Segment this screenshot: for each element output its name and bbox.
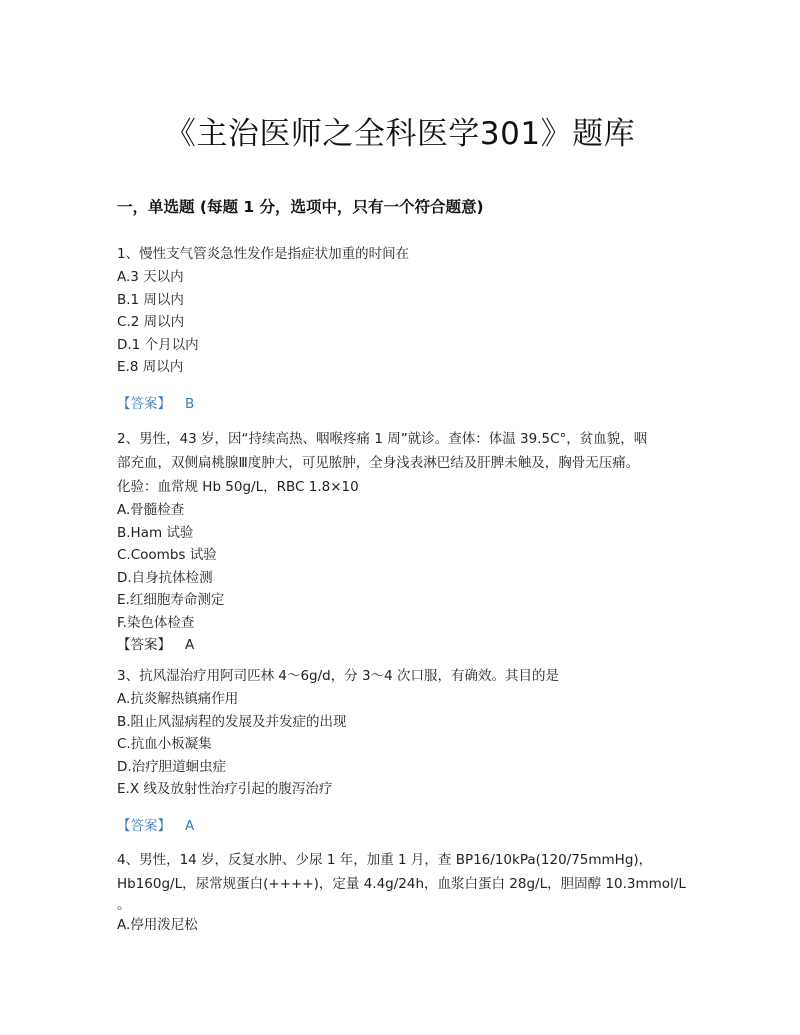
option-d: D.自身抗体检测 [117,569,213,586]
option-a: A.停用泼尼松 [117,917,198,933]
option-b: B.1 周以内 [117,291,184,308]
option-d: D.1 个月以内 [117,336,199,353]
question-stem-line: 。 [117,897,131,913]
option-c: C.抗血小板凝集 [117,736,212,752]
document-title: 《主治医师之全科医学301》题库 [164,116,636,152]
answer-line [117,634,692,657]
question-stem-line: 化验：血常规 Hb 50g/L，RBC 1.8×10 [117,479,359,495]
option-e: E.X 线及放射性治疗引起的腹泻治疗 [117,781,333,797]
question-stem-line: 4、男性，14 岁，反复水肿、少尿 1 年，加重 1 月，查 BP16/10kPa(120/75mmHg)， [117,852,653,868]
answer-label: 【答案】 [117,637,171,653]
section-heading: 一，单选题 (每题 1 分，选项中，只有一个符合题意) [117,198,484,216]
question-stem: 1、慢性支气管炎急性发作是指症状加重的时间在 [117,246,410,262]
option-e: E.红细胞寿命测定 [117,592,225,608]
option-c: C.Coombs 试验 [117,547,217,563]
question-stem-line: 2、男性，43 岁，因“持续高热、咽喉疼痛 1 周”就诊。查体：体温 39.5C°，贫血貌，咽 [117,431,648,447]
option-d: D.治疗胆道蛔虫症 [117,758,227,775]
option-a: A.抗炎解热镇痛作用 [117,691,239,707]
answer-line [117,815,692,838]
option-a: A.3 天以内 [117,269,184,285]
question-4 [117,848,692,937]
option-b: B.Ham 试验 [117,524,194,541]
answer-value: B [185,395,195,412]
question-stem: 3、抗风湿治疗用阿司匹林 4～6g/d，分 3～4 次口服，有确效。其目的是 [117,668,560,684]
option-f: F.染色体检查 [117,614,195,631]
answer-value: A [185,637,195,653]
option-a: A.骨髓检查 [117,502,185,518]
option-b: B.阻止风湿病程的发展及并发症的出现 [117,713,347,730]
answer-value: A [185,817,195,834]
option-e: E.8 周以内 [117,359,184,375]
option-c: C.2 周以内 [117,314,185,330]
question-3 [117,664,692,837]
question-1 [117,242,692,415]
answer-line [117,393,692,416]
question-stem-line: 部充血，双侧扁桃腺Ⅲ度肿大，可见脓肿，全身浅表淋巴结及肝脾未触及，胸骨无压痛。 [117,455,640,471]
question-2 [117,427,692,657]
question-stem-line: Hb160g/L，尿常规蛋白(++++)，定量 4.4g/24h，血浆白蛋白 28g/L，胆固醇 10.3mmol/L [117,876,686,892]
answer-label: 【答案】 [117,395,171,412]
answer-label: 【答案】 [117,817,171,834]
